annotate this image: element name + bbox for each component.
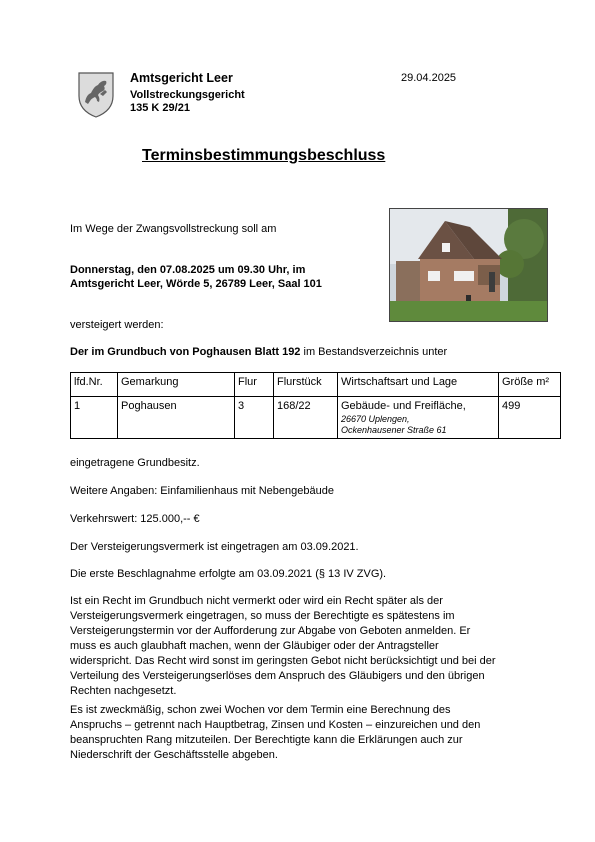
coat-of-arms-logo xyxy=(76,70,116,118)
paragraph-line: muss es auch glaubhaft machen, wenn der Gläubiger oder der Antragsteller xyxy=(70,640,439,652)
auction-text: versteigert werden: xyxy=(70,319,164,331)
appointment-location-line: Amtsgericht Leer, Wörde 5, 26789 Leer, Saal 101 xyxy=(70,278,322,290)
cell-wirtschaftsart xyxy=(338,397,499,439)
paragraph-line: Niederschrift der Geschäftsstelle abgeben. xyxy=(70,749,278,761)
address-line-2: Ockenhausener Straße 61 xyxy=(341,425,447,435)
auction-note-registered-text: Der Versteigerungsvermerk ist eingetragen am 03.09.2021. xyxy=(70,541,359,553)
column-header: Flurstück xyxy=(274,373,338,397)
claims-paragraph xyxy=(70,703,540,763)
market-value-text: Verkehrswert: 125.000,-- € xyxy=(70,513,200,525)
column-header: Gemarkung xyxy=(118,373,235,397)
column-header: Größe m² xyxy=(499,373,561,397)
column-header: Flur xyxy=(235,373,274,397)
land-register-line xyxy=(70,345,447,360)
paragraph-line: widerspricht. Das Recht wird sonst im geringsten Gebot nicht berücksichtigt und bei der xyxy=(70,655,496,667)
intro-text: Im Wege der Zwangsvollstreckung soll am xyxy=(70,223,277,235)
column-header: Wirtschaftsart und Lage xyxy=(338,373,499,397)
paragraph-line: Verteilung des Versteigerungserlöses dem Anspruch des Gläubigers und den übrigen xyxy=(70,670,485,682)
paragraph-line: Ist ein Recht im Grundbuch nicht vermerkt oder wird ein Recht später als der xyxy=(70,595,443,607)
table-header-row xyxy=(71,373,561,397)
table-row xyxy=(71,397,561,439)
document-title: Terminsbestimmungsbeschluss xyxy=(142,147,386,164)
paragraph-line: beanspruchten Rang mitzuteilen. Der Berechtigte kann die Erklärungen auch zur xyxy=(70,734,463,746)
paragraph-line: Anspruchs – getrennt nach Hauptbetrag, Zinsen und Kosten – einzureichen und den xyxy=(70,719,481,731)
property-table xyxy=(70,372,561,439)
first-seizure-text: Die erste Beschlagnahme erfolgte am 03.09.2021 (§ 13 IV ZVG). xyxy=(70,568,387,580)
cell-nr: 1 xyxy=(71,397,118,439)
paragraph-line: Es ist zweckmäßig, schon zwei Wochen vor dem Termin eine Berechnung des xyxy=(70,704,451,716)
property-photo xyxy=(389,208,548,322)
rights-paragraph xyxy=(70,594,540,699)
document-date: 29.04.2025 xyxy=(401,72,457,84)
address-line-1: 26670 Uplengen, xyxy=(341,414,410,424)
registered-property-text: eingetragene Grundbesitz. xyxy=(70,457,200,469)
land-register-rest: im Bestandsverzeichnis unter xyxy=(300,346,448,358)
land-use-type: Gebäude- und Freifläche, xyxy=(341,400,466,412)
cell-flurstueck: 168/22 xyxy=(274,397,338,439)
paragraph-line: Versteigerungsvermerk eingetragen, so muss der Berechtigte es spätestens im xyxy=(70,610,455,622)
appointment-date-line: Donnerstag, den 07.08.2025 um 09.30 Uhr, im xyxy=(70,264,306,276)
paragraph-line: Rechten nachgesetzt. xyxy=(70,685,177,697)
column-header: lfd.Nr. xyxy=(71,373,118,397)
paragraph-line: Versteigerungstermin vor der Aufforderung zur Abgabe von Geboten anmelden. Er xyxy=(70,625,471,637)
court-type: Vollstreckungsgericht xyxy=(130,89,245,101)
further-info-text: Weitere Angaben: Einfamilienhaus mit Nebengebäude xyxy=(70,485,334,497)
cell-gemarkung: Poghausen xyxy=(118,397,235,439)
cell-flur: 3 xyxy=(235,397,274,439)
court-name: Amtsgericht Leer xyxy=(130,71,233,85)
land-register-reference: Der im Grundbuch von Poghausen Blatt 192 xyxy=(70,346,301,358)
cell-groesse: 499 xyxy=(499,397,561,439)
file-number: 135 K 29/21 xyxy=(130,102,190,114)
